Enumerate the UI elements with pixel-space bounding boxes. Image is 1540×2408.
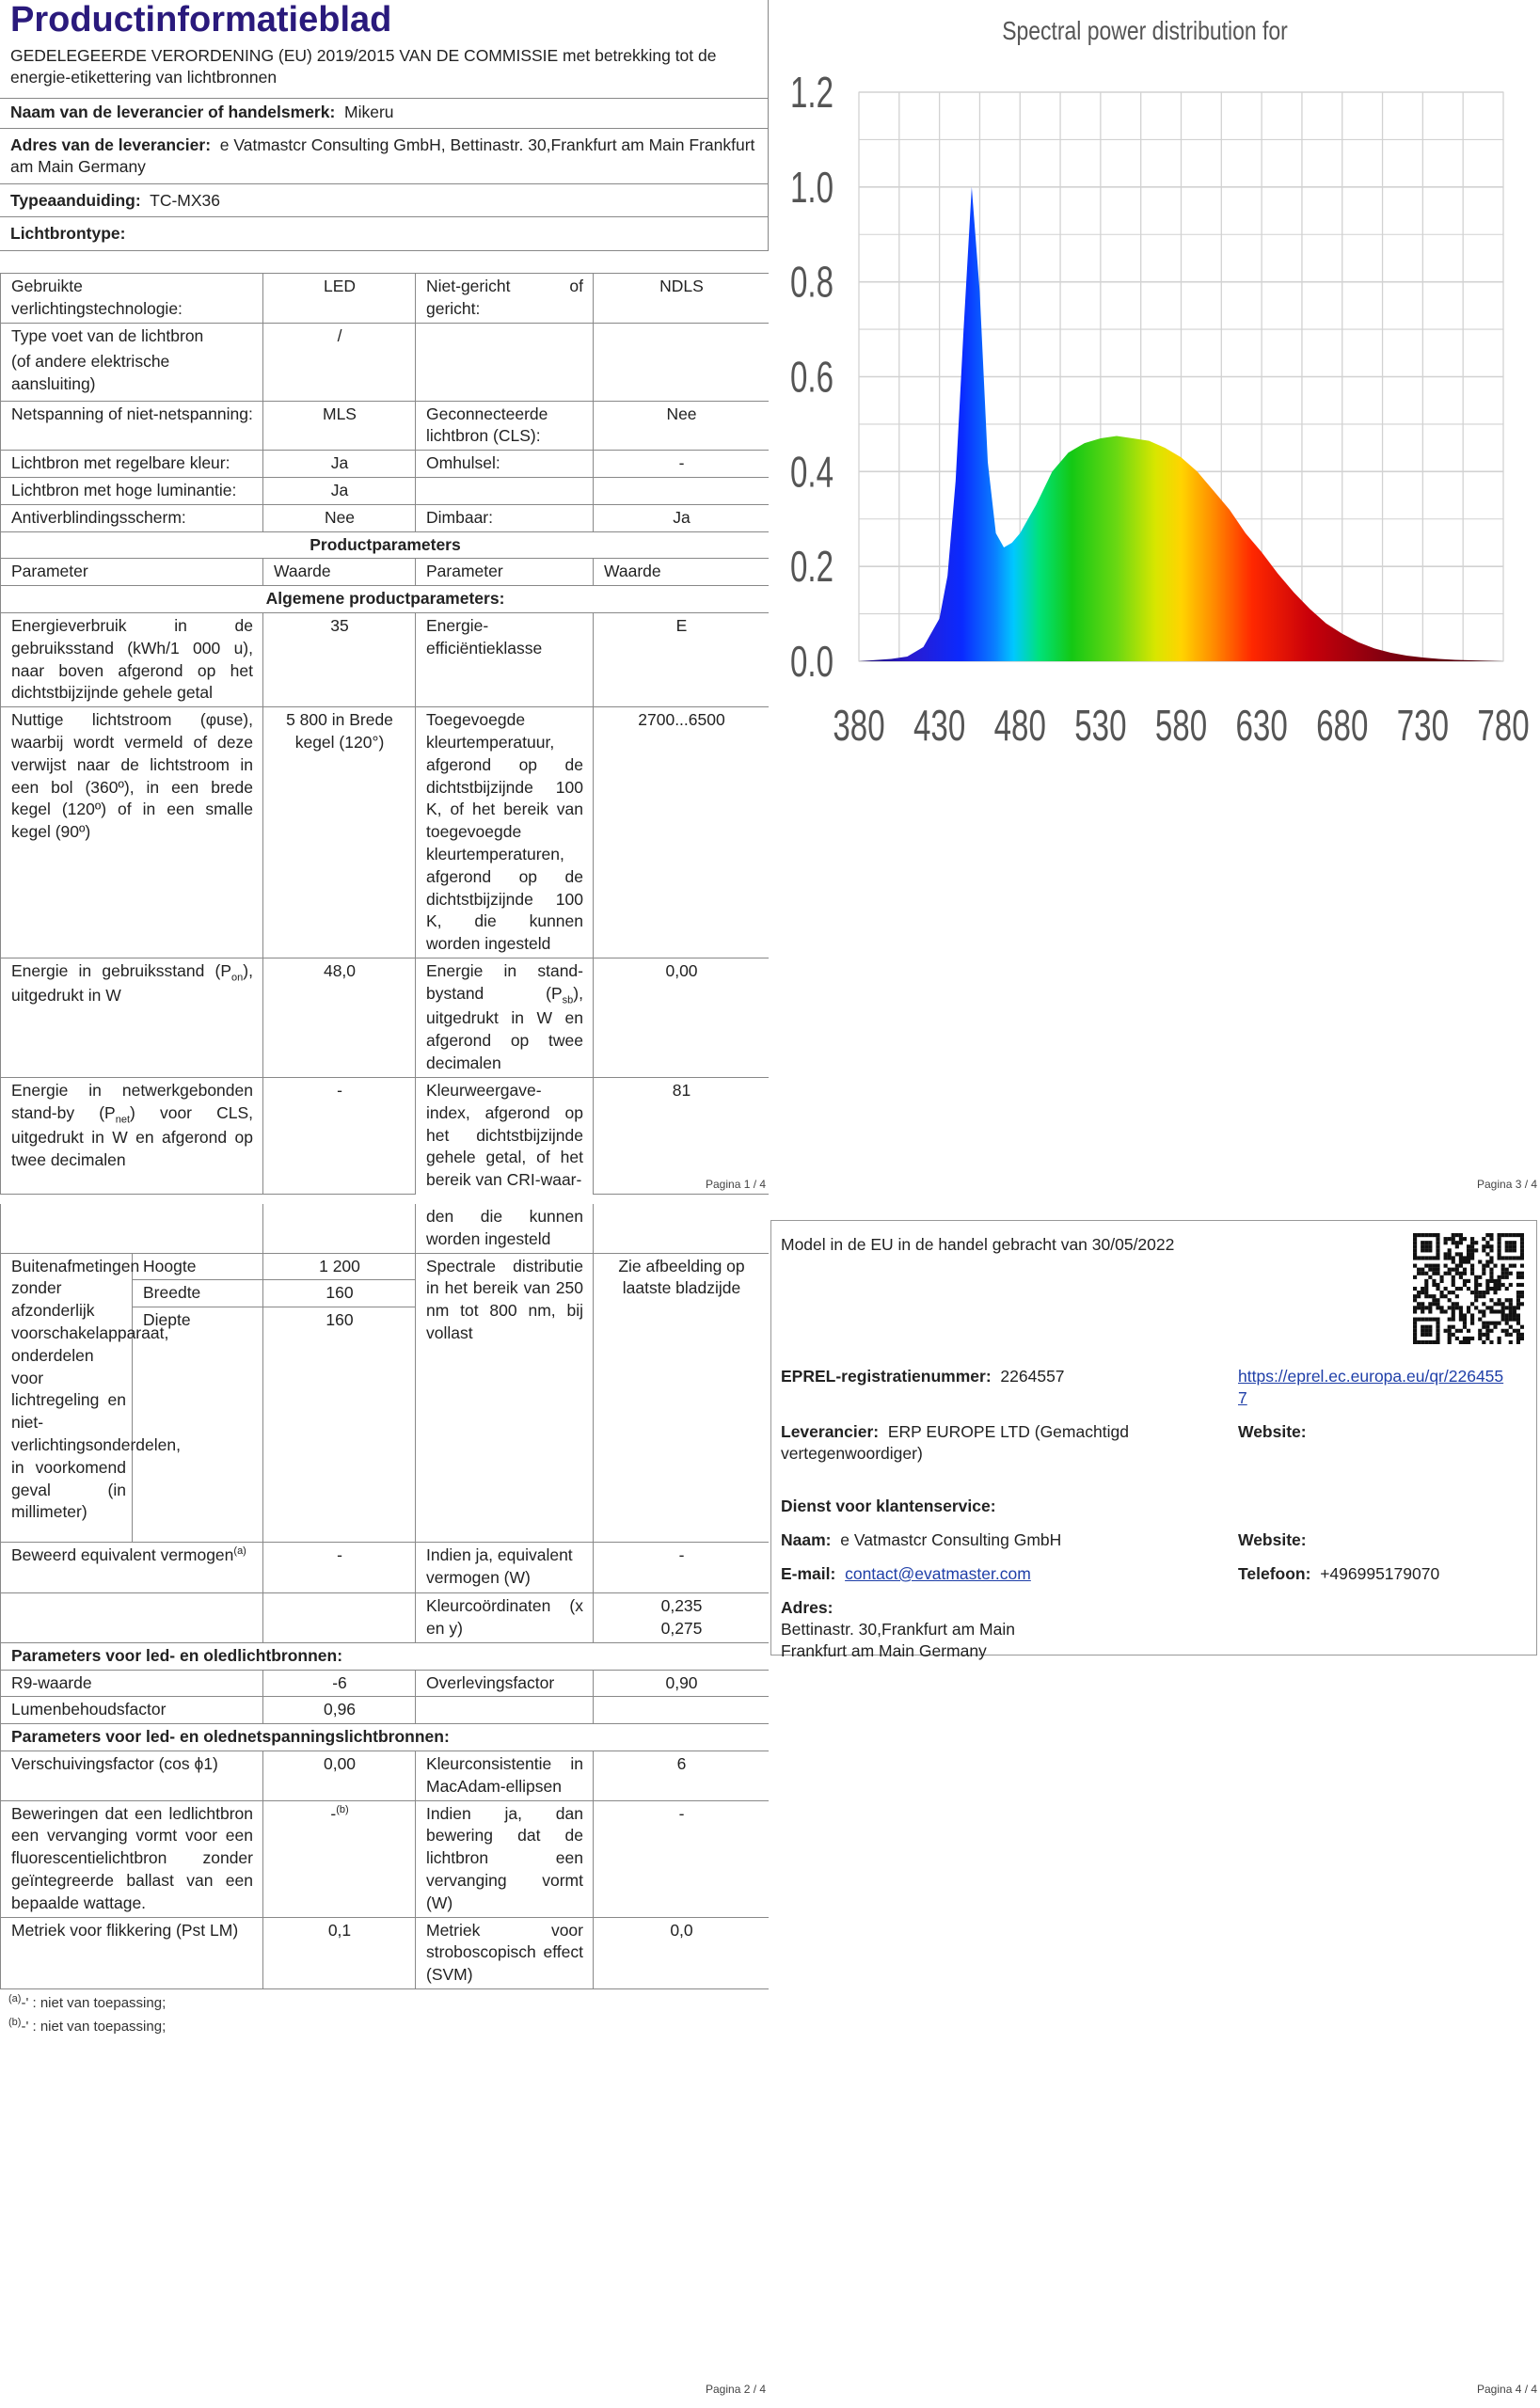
phone-label: Telefoon: — [1238, 1564, 1311, 1583]
supplier-name-value: Mikeru — [344, 102, 394, 121]
y-tick-label: 0.2 — [789, 543, 834, 592]
page-number: Pagina 4 / 4 — [1477, 2383, 1538, 2396]
supplier-address-value: e Vatmastcr Consulting GmbH, Bettinastr. 30,Frankfurt am Main Frankfurt am Main Germany — [10, 135, 755, 177]
website-label: Website: — [1238, 1422, 1307, 1441]
eprel-link[interactable]: https://eprel.ec.europa.eu/qr/2264557 — [1238, 1367, 1504, 1408]
cap-label-cell — [1, 323, 263, 401]
psb-value: 0,00 — [594, 958, 770, 1077]
x-tick-label: 780 — [1477, 702, 1530, 751]
claimed-power-label — [1, 1543, 263, 1593]
footnote-ref-a: (a) — [233, 1545, 246, 1558]
empty-cell — [594, 1697, 770, 1724]
highlum-value: Ja — [263, 477, 416, 504]
mains-value: MLS — [263, 401, 416, 451]
depth-label: Diepte — [133, 1307, 263, 1543]
chroma-value — [594, 1593, 770, 1643]
flux-value: 5 800 in Brede kegel (120°) — [263, 707, 416, 958]
cls-label: Geconnecteerde lichtbron (CLS): — [416, 401, 594, 451]
flux-label: Nuttige lichtstroom (φuse), waarbij wordt vermeld of deze verwijst naar de lichtstroom in een bol (360º), in een brede kegel (120º) of in een smalle kegel (90º) — [1, 707, 263, 958]
psb-subscript: sb — [562, 994, 574, 1006]
highlum-label: Lichtbron met hoge luminantie: — [1, 477, 263, 504]
page-3 — [769, 0, 1540, 1204]
pon-value: 48,0 — [263, 958, 416, 1077]
empty-cell — [594, 1204, 770, 1253]
page-2 — [0, 1204, 769, 2408]
spectral-chart — [769, 0, 1540, 771]
eprel-info-box — [770, 1220, 1537, 1660]
claimed-power-text: Beweerd equivalent vermogen — [11, 1545, 234, 1565]
eprel-value: 2264557 — [1000, 1367, 1065, 1386]
supplier-address-label: Adres van de leverancier: — [10, 135, 212, 154]
empty-cell — [263, 1593, 416, 1643]
energy-on-value: 35 — [263, 612, 416, 706]
psb-label-text: Energie in stand-bystand (P — [426, 960, 583, 1003]
glare-value: Nee — [263, 504, 416, 531]
model-label: Typeaanduiding: — [10, 190, 141, 210]
cct-value: 2700...6500 — [594, 707, 770, 958]
tech-value: LED — [263, 274, 416, 324]
col-parameter-header: Parameter — [416, 559, 594, 586]
macadam-value: 6 — [594, 1751, 770, 1800]
phone-value: +496995179070 — [1320, 1564, 1440, 1583]
page-4 — [769, 1204, 1540, 2408]
x-tick-label: 580 — [1154, 702, 1208, 751]
empty-cell — [1, 1204, 263, 1253]
r9-label: R9-waarde — [1, 1670, 263, 1697]
regulation-text: GEDELEGEERDE VERORDENING (EU) 2019/2015 VAN DE COMMISSIE met betrekking tot de energie-etikettering van lichtbronnen — [0, 43, 768, 99]
service-heading: Dienst voor klantenservice: — [781, 1497, 996, 1515]
name-value: e Vatmastcr Consulting GmbH — [840, 1530, 1062, 1549]
glare-label: Antiverblindingsscherm: — [1, 504, 263, 531]
tech-label: Gebruikte verlichtingstechnologie: — [1, 274, 263, 324]
cri-label-continued: den die kunnen worden ingesteld — [416, 1204, 594, 1253]
x-tick-label: 430 — [913, 702, 966, 751]
displacement-label: Verschuivingsfactor (cos ϕ1) — [1, 1751, 263, 1800]
supplier-value: ERP EUROPE LTD (Gemachtigd vertegenwoordiger) — [781, 1422, 1129, 1464]
page2-parameter-table — [0, 1204, 770, 1989]
chroma-y: 0,275 — [660, 1618, 703, 1638]
empty-cell — [594, 323, 770, 401]
claimed-power-value: - — [263, 1543, 416, 1593]
lightsource-type-row — [0, 217, 768, 250]
footnote-a — [8, 1992, 166, 2013]
lumen-maint-label: Lumenbehoudsfactor — [1, 1697, 263, 1724]
cri-label: Kleurweergave-index, afgerond op het dichtstbijzijnde gehele getal, of het bereik van CRI-waar- — [416, 1077, 594, 1194]
led-params-heading: Parameters voor led- en oledlichtbronnen: — [1, 1642, 770, 1670]
flicker-label: Metriek voor flikkering (Pst LM) — [1, 1917, 263, 1988]
pon-subscript: on — [231, 972, 244, 984]
cap-label-2: (of andere elektrische aansluiting) — [11, 352, 170, 394]
eprel-row — [781, 1366, 1065, 1387]
width-label: Breedte — [133, 1280, 263, 1307]
replacement-w-value: - — [594, 1800, 770, 1917]
psb-label — [416, 958, 594, 1077]
pnet-subscript: net — [115, 1114, 131, 1126]
replacement-value — [263, 1800, 416, 1917]
cri-value: 81 — [594, 1077, 770, 1194]
eclass-label: Energie-efficiëntieklasse — [416, 612, 594, 706]
empty-cell — [416, 323, 594, 401]
displacement-value: 0,00 — [263, 1751, 416, 1800]
colour-label: Lichtbron met regelbare kleur: — [1, 451, 263, 478]
equiv-power-label: Indien ja, equivalent vermogen (W) — [416, 1543, 594, 1593]
lightsource-type-label: Lichtbrontype: — [10, 224, 126, 244]
dimmable-label: Dimbaar: — [416, 504, 594, 531]
cct-label: Toegevoegde kleurtemperatuur, afgerond op de dichtstbijzijnde 100 K, of het bereik van toegevoegde kleurtemperaturen, afgerond op de dichtstbijzijnde 100 K, die kunnen worden ingesteld — [416, 707, 594, 958]
height-value: 1 200 — [263, 1253, 416, 1280]
envelope-value: - — [594, 451, 770, 478]
replacement-w-label: Indien ja, dan bewering dat de lichtbron een vervanging vormt (W) — [416, 1800, 594, 1917]
empty-cell — [416, 1697, 594, 1724]
depth-value: 160 — [263, 1307, 416, 1543]
address-line-1: Bettinastr. 30,Frankfurt am Main — [781, 1620, 1015, 1639]
psb-label-text: ), uitgedrukt in W en afgerond op twee decimalen — [426, 983, 583, 1072]
cap-value: / — [263, 323, 416, 401]
market-date-text: Model in de EU in de handel gebracht van 30/05/2022 — [781, 1235, 1175, 1254]
footnote-b-marker: (b) — [8, 2017, 22, 2028]
y-tick-label: 1.2 — [789, 69, 834, 118]
x-tick-label: 480 — [993, 702, 1046, 751]
col-parameter-header: Parameter — [1, 559, 263, 586]
y-tick-label: 0.6 — [789, 354, 834, 402]
empty-cell — [263, 1204, 416, 1253]
empty-cell — [1, 1593, 263, 1643]
page-1 — [0, 0, 769, 1204]
footnote-b — [8, 2016, 166, 2036]
general-params-heading: Algemene productparameters: — [1, 586, 770, 613]
y-tick-label: 0.0 — [789, 638, 834, 687]
supplier-name-label: Naam van de leverancier of handelsmerk: — [10, 102, 336, 121]
spd-value: Zie afbeelding op laatste bladzijde — [594, 1253, 770, 1543]
document-title: Productinformatieblad — [10, 0, 392, 40]
model-row — [0, 184, 768, 217]
pnet-label — [1, 1077, 263, 1194]
survival-value: 0,90 — [594, 1670, 770, 1697]
replacement-label: Beweringen dat een ledlichtbron een vervanging vormt voor een fluorescentielichtbron zonder geïntegreerde ballast van een bepaalde wattage. — [1, 1800, 263, 1917]
col-value-header: Waarde — [594, 559, 770, 586]
page1-parameter-table — [0, 273, 770, 1195]
pon-label-text: ), uitgedrukt in W — [11, 960, 253, 1006]
page1-header-block — [0, 0, 769, 251]
y-tick-labels — [790, 70, 834, 686]
pon-label-text: Energie in gebruiksstand (P — [11, 960, 232, 980]
model-value: TC-MX36 — [150, 190, 220, 210]
strobo-label: Metriek voor stroboscopisch effect (SVM) — [416, 1917, 594, 1988]
pnet-value: - — [263, 1077, 416, 1194]
x-tick-label: 730 — [1396, 702, 1450, 751]
supplier-label: Leverancier: — [781, 1422, 880, 1441]
email-row — [781, 1563, 1031, 1585]
page-number: Pagina 2 / 4 — [706, 2383, 767, 2396]
cls-value: Nee — [594, 401, 770, 451]
y-tick-label: 1.0 — [789, 164, 834, 213]
eprel-label: EPREL-registratienummer: — [781, 1367, 992, 1386]
y-tick-label: 0.8 — [789, 259, 834, 307]
ndls-label: Niet-gericht of gericht: — [416, 274, 594, 324]
height-label: Hoogte — [133, 1253, 263, 1280]
page-number: Pagina 1 / 4 — [706, 1178, 767, 1191]
x-tick-label: 630 — [1235, 702, 1288, 751]
page-number: Pagina 3 / 4 — [1477, 1178, 1538, 1191]
empty-cell — [416, 477, 594, 504]
flicker-value: 0,1 — [263, 1917, 416, 1988]
x-tick-labels — [833, 703, 1529, 750]
mains-label: Netspanning of niet-netspanning: — [1, 401, 263, 451]
footnote-a-text: -' : niet van toepassing; — [21, 1995, 167, 2011]
footnote-b-text: -' : niet van toepassing; — [21, 2019, 167, 2035]
replacement-value-text: - — [330, 1803, 337, 1823]
x-tick-label: 380 — [833, 702, 885, 751]
chroma-label: Kleurcoördinaten (x en y) — [416, 1593, 594, 1643]
service-name-row — [781, 1529, 1061, 1551]
col-value-header: Waarde — [263, 559, 416, 586]
supplier-row — [781, 1421, 1223, 1465]
email-label: E-mail: — [781, 1564, 836, 1583]
pnet-label-text: ) voor CLS, uitgedrukt in W en afgerond op twee decimalen — [11, 1102, 254, 1169]
email-link[interactable]: contact@evatmaster.com — [845, 1564, 1031, 1583]
chroma-x: 0,235 — [660, 1596, 703, 1616]
product-params-heading: Productparameters — [1, 531, 770, 559]
width-value: 160 — [263, 1280, 416, 1307]
website-label: Website: — [1238, 1530, 1307, 1549]
address-line-2: Frankfurt am Main Germany — [781, 1641, 987, 1660]
energy-on-label: Energieverbruik in de gebruiksstand (kWh/1 000 u), naar boven afgerond op het dichtstbijzijnde gehele getal — [1, 612, 263, 706]
strobo-value: 0,0 — [594, 1917, 770, 1988]
x-tick-label: 680 — [1316, 702, 1369, 751]
chart-title: Spectral power distribution for — [1002, 16, 1288, 46]
supplier-address-row — [0, 129, 768, 184]
macadam-label: Kleurconsistentie in MacAdam-ellipsen — [416, 1751, 594, 1800]
survival-label: Overlevingsfactor — [416, 1670, 594, 1697]
cap-label-1: Type voet van de lichtbron — [11, 325, 204, 345]
envelope-label: Omhulsel: — [416, 451, 594, 478]
lumen-maint-value: 0,96 — [263, 1697, 416, 1724]
pon-label — [1, 958, 263, 1077]
dimmable-value: Ja — [594, 504, 770, 531]
pnet-label-text: Energie in netwerkgebonden stand-by (P — [11, 1080, 253, 1122]
address-label: Adres: — [781, 1598, 834, 1617]
eclass-value: E — [594, 612, 770, 706]
qr-code-icon[interactable] — [1413, 1233, 1524, 1344]
led-mains-params-heading: Parameters voor led- en olednetspanningslichtbronnen: — [1, 1724, 770, 1751]
dims-label: Buitenafmetingen zonder afzonderlijk voorschakelapparaat, onderdelen voor lichtregeling en niet-verlichtingsonderdelen, in voorkomend geval (in millimeter) — [1, 1253, 133, 1543]
empty-cell — [594, 477, 770, 504]
r9-value: -6 — [263, 1670, 416, 1697]
x-tick-label: 530 — [1074, 702, 1127, 751]
equiv-power-value: - — [594, 1543, 770, 1593]
phone-row — [1238, 1563, 1439, 1585]
footnote-a-marker: (a) — [8, 1993, 22, 2004]
name-label: Naam: — [781, 1530, 832, 1549]
colour-value: Ja — [263, 451, 416, 478]
supplier-name-row — [0, 99, 768, 129]
y-tick-label: 0.4 — [789, 449, 834, 497]
footnote-ref-b: (b) — [336, 1803, 349, 1815]
ndls-value: NDLS — [594, 274, 770, 324]
spd-label: Spectrale distributie in het bereik van 250 nm tot 800 nm, bij vollast — [416, 1253, 594, 1543]
